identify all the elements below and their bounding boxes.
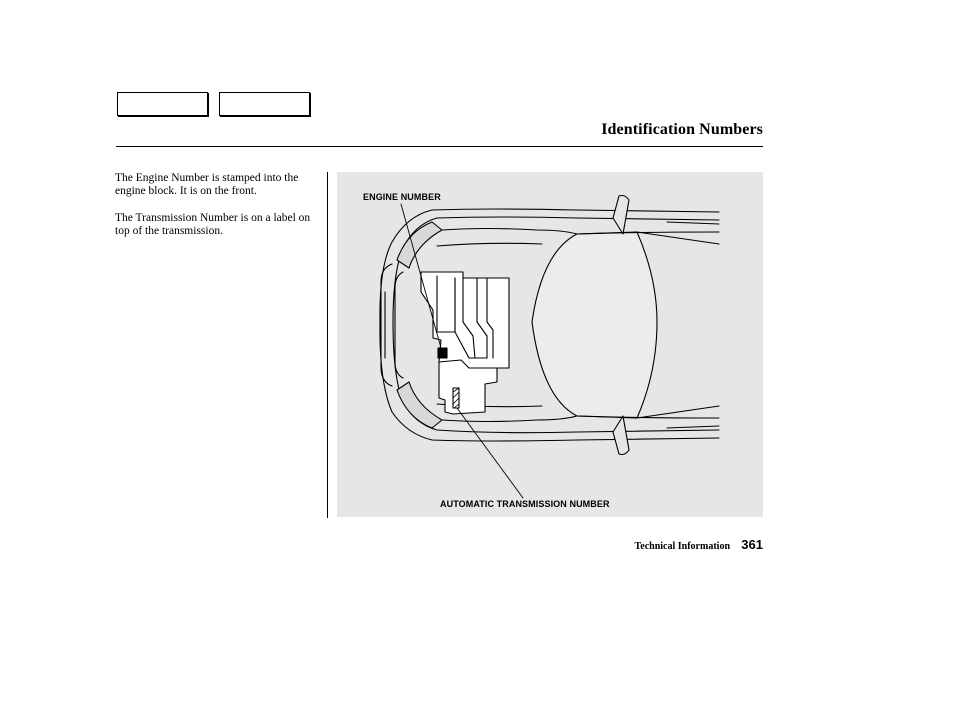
transmission-number-callout: AUTOMATIC TRANSMISSION NUMBER bbox=[440, 499, 610, 509]
column-divider bbox=[327, 172, 328, 518]
identification-figure bbox=[337, 172, 763, 517]
engine-number-paragraph: The Engine Number is stamped into the engine block. It is on the front. bbox=[115, 172, 299, 197]
previous-page-button[interactable] bbox=[117, 92, 208, 116]
car-top-view-icon bbox=[337, 172, 763, 517]
page-title: Identification Numbers bbox=[601, 121, 763, 138]
title-divider bbox=[116, 146, 763, 147]
next-page-button[interactable] bbox=[219, 92, 310, 116]
transmission-number-paragraph: The Transmission Number is on a label on top of the transmission. bbox=[115, 212, 311, 237]
page-number: 361 bbox=[741, 537, 763, 552]
engine-number-callout: ENGINE NUMBER bbox=[363, 192, 441, 202]
footer-section-title: Technical Information bbox=[634, 541, 730, 552]
